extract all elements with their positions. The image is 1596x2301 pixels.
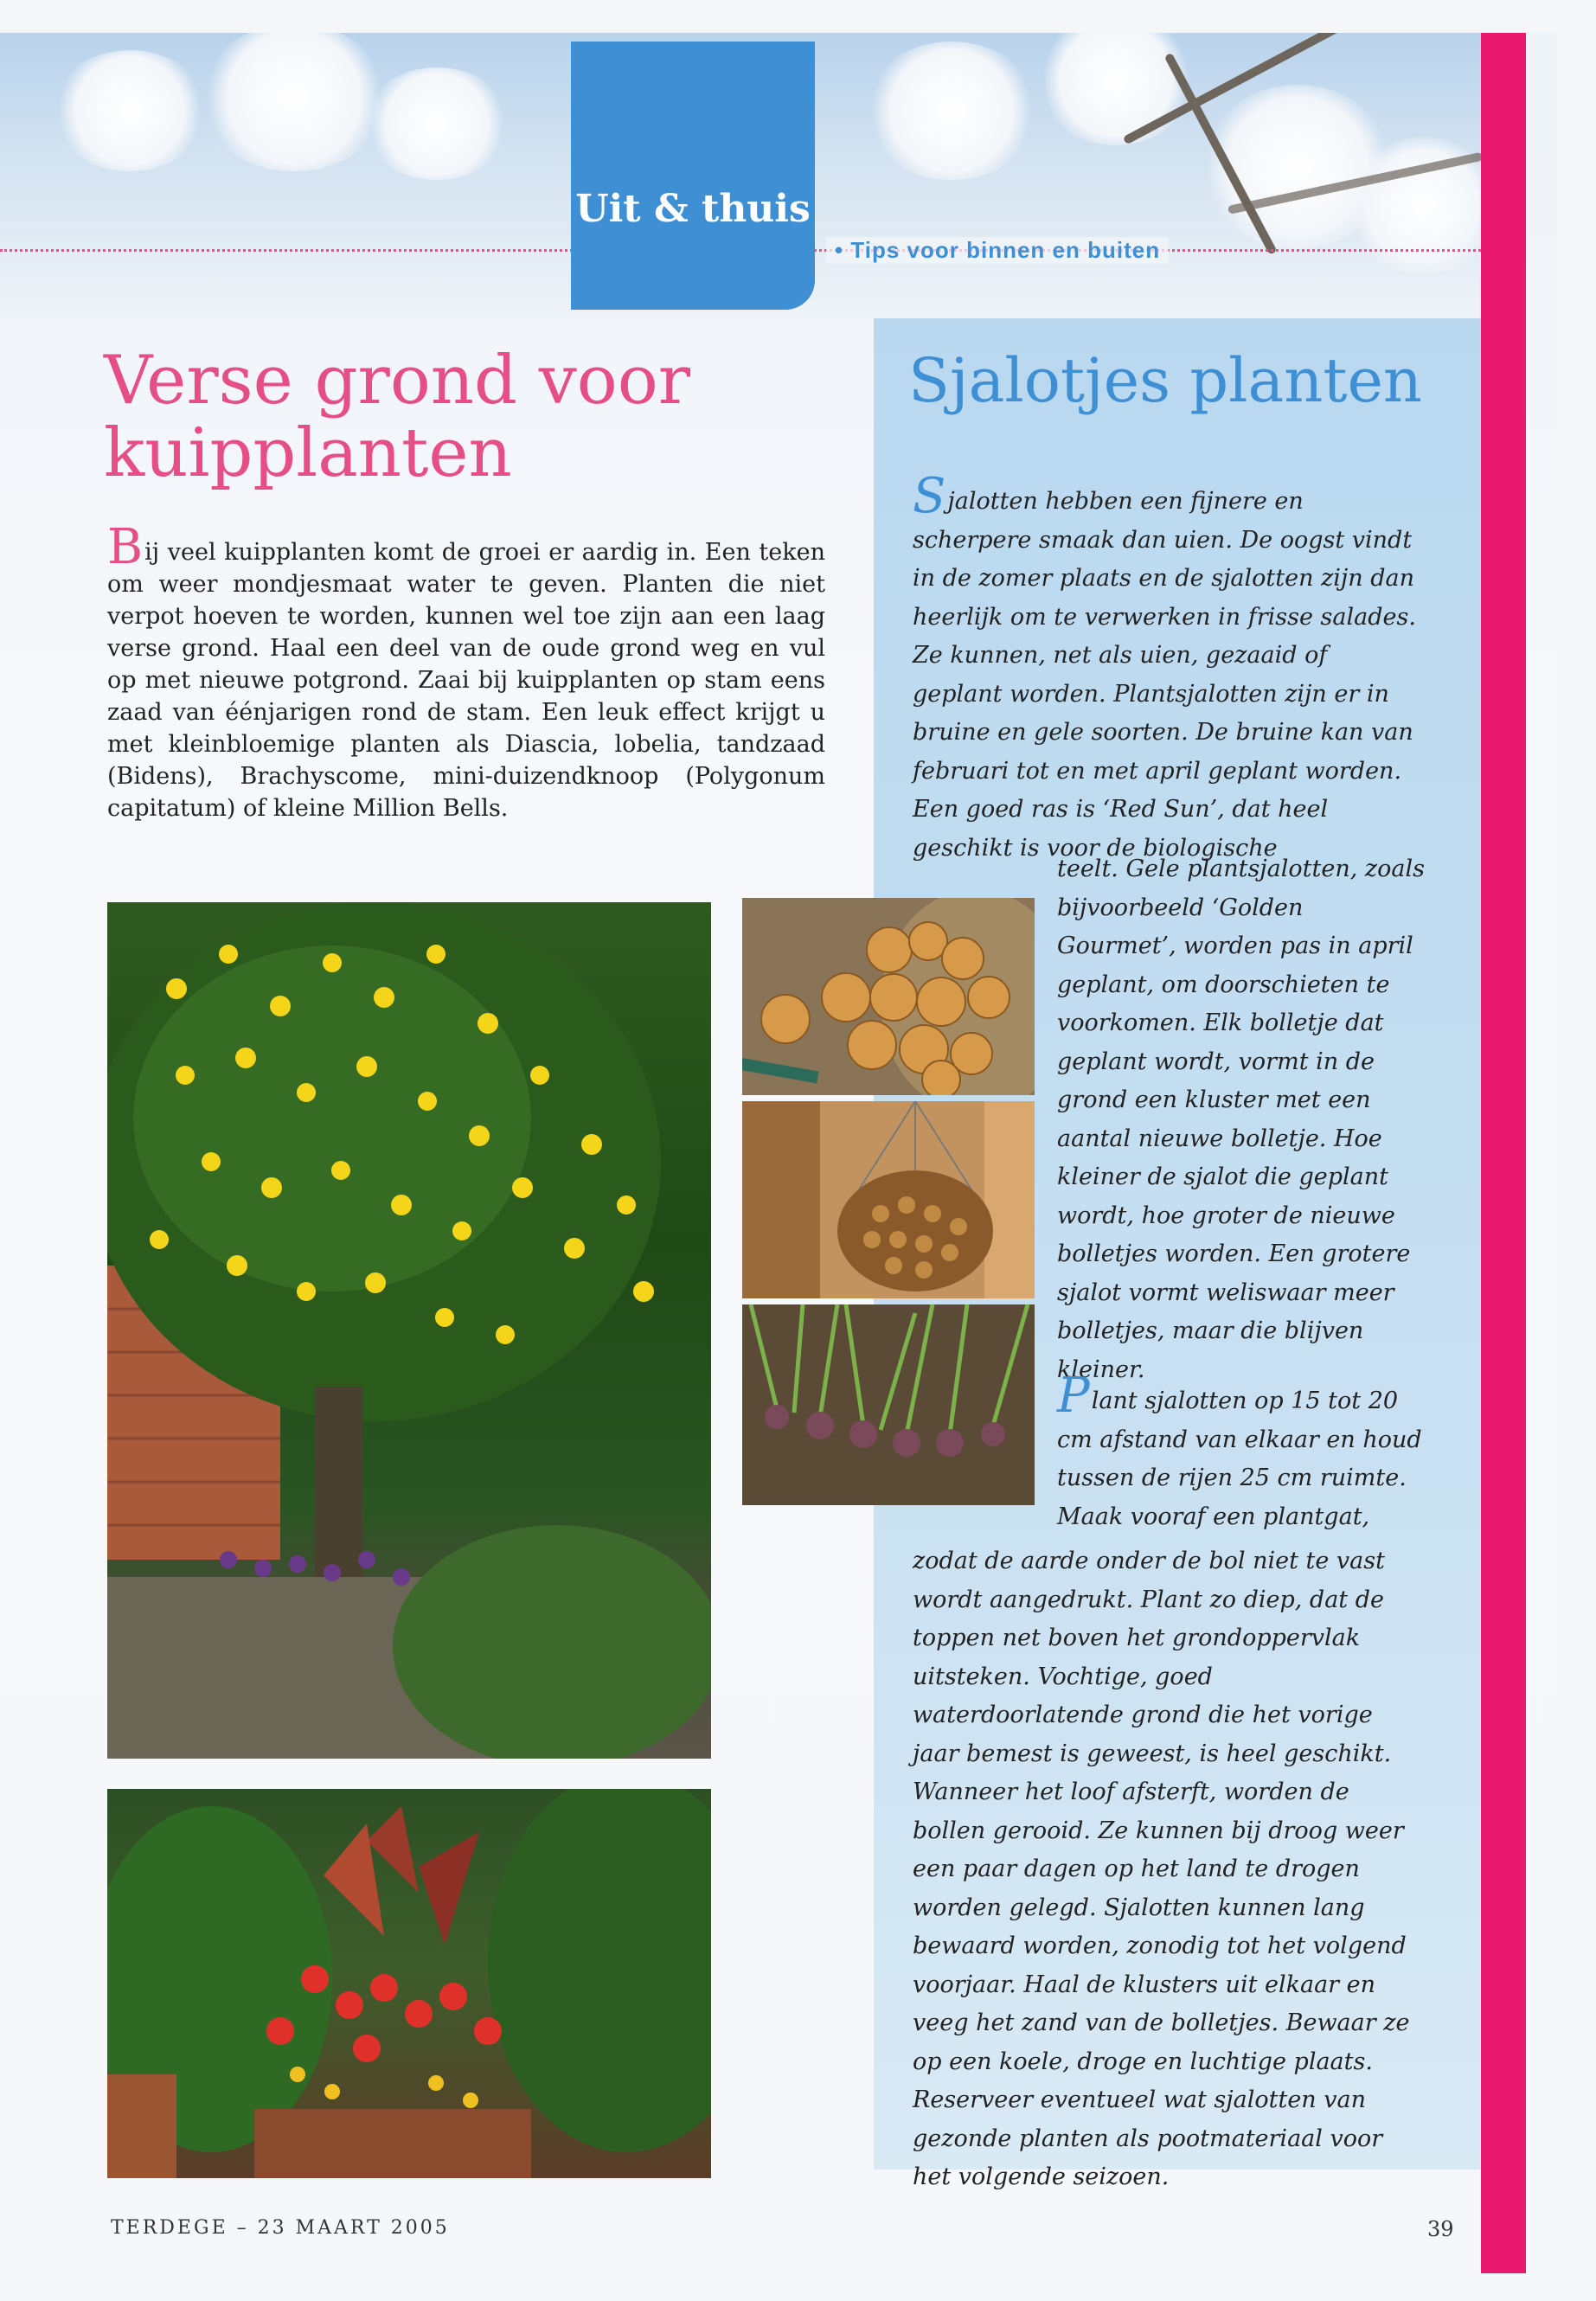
page-number: 39	[1427, 2217, 1454, 2241]
right-dropcap-p: P	[1057, 1368, 1090, 1424]
left-article-body	[107, 519, 825, 824]
page-edge-bar	[1481, 33, 1526, 2273]
right-article-text-4: zodat de aarde onder de bol niet te vast wordt aangedrukt. Plant zo diep, dat de toppen net boven het grondoppervlak uitsteken. Vochtige, goed waterdoorlatende grond die het vorige jaar bemest is geweest, is heel geschikt. Wanneer het loof afsterft, worden de bollen gerooid. Ze kunnen bij droog weer een paar dagen op het land te drogen worden gelegd. Sjalotten kunnen lang bewaard worden, zonodig tot het volgend voorjaar. Haal de klusters uit elkaar en veeg het zand van de bolletjes. Bewaar ze op een koele, droge en luchtige plaats. Reserveer eventueel wat sjalotten van gezonde planten als pootmateriaal voor het volgende seizoen.	[913, 1548, 1410, 2190]
right-article-body-closing	[913, 1542, 1423, 2197]
right-article-text-1: jalotten hebben een fijnere en scherpere smaak dan uien. De oogst vindt in de zomer plaats en de sjalotten zijn dan heerlijk om te verwerken in frisse salades. Ze kunnen, net als uien, gezaaid of geplant worden. Plantsjalotten zijn er in bruine en gele soorten. De bruine kan van februari tot en met april geplant worden. Een goed ras is ‘Red Sun’, dat heel geschikt is voor de biologische	[913, 488, 1416, 862]
section-tab-label: Uit & thuis	[575, 187, 811, 231]
photo-sprouted-shallots	[742, 1304, 1035, 1505]
right-article-text-2: teelt. Gele plantsjalotten, zoals bijvoorbeeld ‘Golden Gourmet’, worden pas in april geplant, om doorschieten te voorkomen. Elk bolletje dat geplant wordt, vormt in de grond een kluster met een aantal nieuwe bolletje. Hoe kleiner de sjalot die geplant wordt, hoe groter de nieuwe bolletjes worden. Een grotere sjalot vormt weliswaar meer bolletjes, maar die blijven kleiner.	[1057, 856, 1425, 1383]
photo-canna-container-planting	[107, 1789, 711, 2178]
photo-shallots-in-basket	[742, 898, 1035, 1095]
right-article-body-beside-photos	[1057, 850, 1425, 1389]
left-dropcap: B	[107, 519, 144, 575]
right-article-body-planting	[1057, 1368, 1425, 1536]
left-article-text: ij veel kuipplanten komt de groei er aardig in. Een teken om weer mondjesmaat water te geven. Planten die niet verpot hoeven te worden, kunnen wel toe zijn aan een laag verse grond. Haal een deel van de oude grond weg en vul op met nieuwe potgrond. Zaai bij kuipplanten op stam eens zaad van éénjarigen rond de stam. Een leuk effect krijgt u met kleinbloemige planten als Diascia, lobelia, tandzaad (Bidens), Brachyscome, mini-duizendknoop (Polygonum capitatum) of kleine Million Bells.	[107, 539, 825, 822]
section-tab	[571, 42, 815, 310]
section-subtitle: • Tips voor binnen en buiten	[826, 237, 1169, 264]
footer-publication: TERDEGE – 23 MAART 2005	[111, 2217, 450, 2239]
left-article-title: Verse grond voor kuipplanten	[104, 342, 691, 493]
right-article-title: Sjalotjes planten	[908, 345, 1423, 416]
right-article-body-intro	[913, 468, 1423, 868]
right-dropcap-s: S	[913, 468, 946, 524]
photo-shallots-hanging-net	[742, 1101, 1035, 1298]
photo-yellow-flowering-standard-tree	[107, 902, 711, 1759]
right-article-text-3: lant sjalotten op 15 tot 20 cm afstand van elkaar en houd tussen de rijen 25 cm ruimte. Maak vooraf een plantgat,	[1057, 1388, 1422, 1530]
magazine-page	[0, 33, 1557, 2273]
